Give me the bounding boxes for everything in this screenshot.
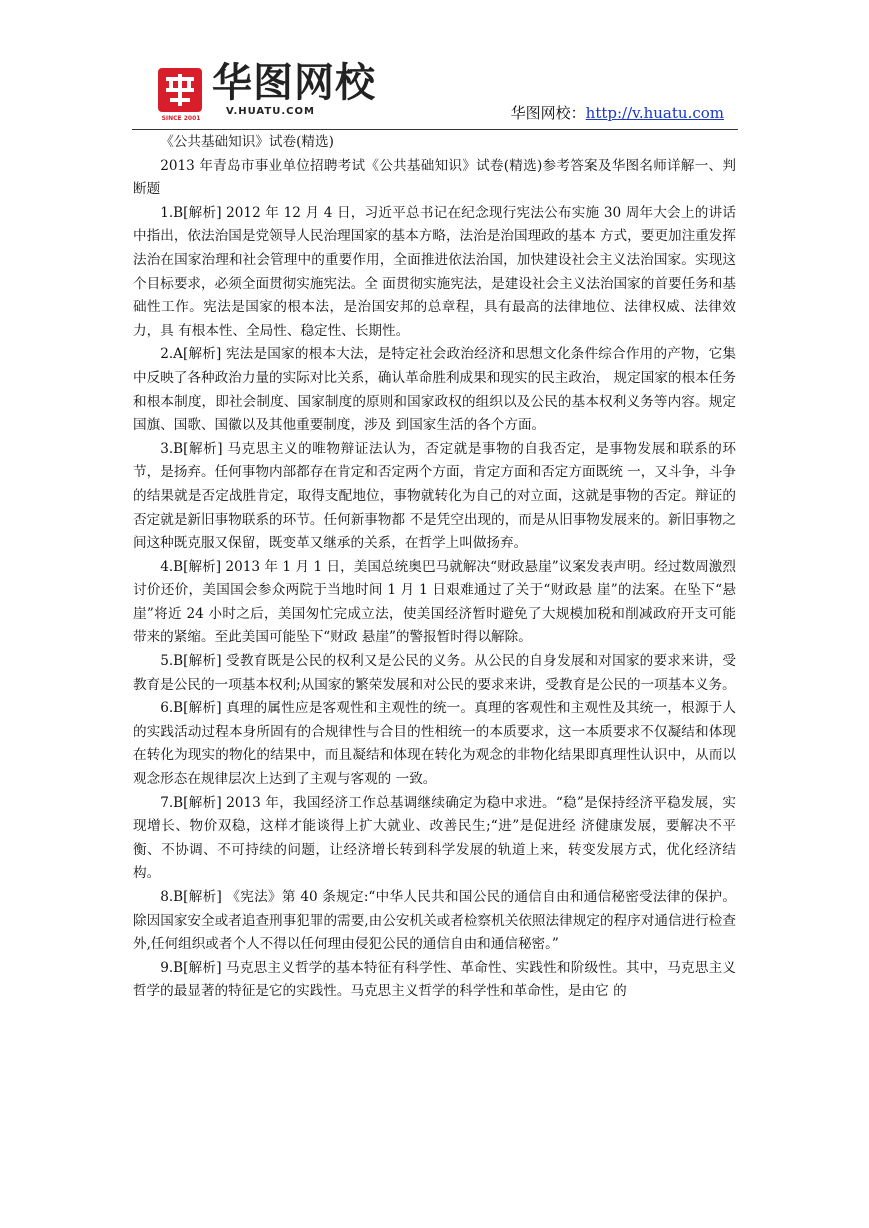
answer-item: 4.B[解析] 2013 年 1 月 1 日，美国总统奥巴马就解决“财政悬崖”议案发表声明。经过数周激烈讨价还价，美国国会参众两院于当地时间 1 月 1 日艰难通过了关于“财政悬 崖”的法案。在坠下“悬崖”将近 24 小时之后，美国匆忙完成立法，使美国经济暂时避免了大规模加税和削减政府开支可能带来的紧缩。至此美国可能坠下“财政 悬崖”的警报暂时得以解除。 bbox=[133, 558, 736, 646]
huatu-logo-icon bbox=[158, 68, 202, 112]
site-reference bbox=[511, 102, 724, 123]
answer-item: 9.B[解析] 马克思主义哲学的基本特征有科学性、革命性、实践性和阶级性。其中，马克思主义哲学的最显著的特征是它的实践性。马克思主义哲学的科学性和革命性，是由它 的 bbox=[133, 959, 736, 1000]
logo-url: V.HUATU.COM bbox=[226, 106, 315, 117]
answer-item: 2.A[解析] 宪法是国家的根本大法，是特定社会政治经济和思想文化条件综合作用的产物，它集中反映了各种政治力量的实际对比关系，确认革命胜利成果和现实的民主政治， 规定国家的根本任务和根本制度，即社会制度、国家制度的原则和国家政权的组织以及公民的基本权利义务等内容。规定国旗、国歌、国徽以及其他重要制度，涉及 到国家生活的各个方面。 bbox=[133, 346, 736, 434]
logo-since: SINCE 2001 bbox=[161, 115, 201, 122]
page-header bbox=[132, 56, 738, 130]
doc-title: 《公共基础知识》试卷(精选) bbox=[160, 134, 334, 150]
header-divider bbox=[132, 129, 738, 130]
answer-item: 5.B[解析] 受教育既是公民的权利又是公民的义务。从公民的自身发展和对国家的要求来讲，受教育是公民的一项基本权利;从国家的繁荣发展和对公民的要求来讲，受教育是公民的一项基本义务。 bbox=[133, 653, 736, 693]
document-body bbox=[133, 131, 736, 1004]
site-link[interactable]: http://v.huatu.com bbox=[585, 104, 724, 122]
site-label: 华图网校： bbox=[510, 104, 586, 122]
logo-wordmark: 华图网校 bbox=[212, 60, 376, 106]
answer-item: 7.B[解析] 2013 年，我国经济工作总基调继续确定为稳中求进。“稳”是保持经济平稳发展，实现增长、物价双稳，这样才能谈得上扩大就业、改善民生;“进”是促进经 济健康发展，要解决不平衡、不协调、不可持续的问题，让经济增长转到科学发展的轨道上来，转变发展方式，优化经济结构。 bbox=[133, 794, 736, 882]
answer-item: 6.B[解析] 真理的属性应是客观性和主观性的统一。真理的客观性和主观性及其统一，根源于人的实践活动过程本身所固有的合规律性与合目的性相统一的本质要求，这一本质要求不仅凝结和体现在转化为现实的物化的结果中，而且凝结和体现在转化为观念的非物化结果即真理性认识中，从而以观念形态在规律层次上达到了主观与客观的 一致。 bbox=[133, 700, 736, 788]
answer-item: 3.B[解析] 马克思主义的唯物辩证法认为，否定就是事物的自我否定，是事物发展和联系的环节，是扬弃。任何事物内部都存在肯定和否定两个方面，肯定方面和否定方面既统 一，又斗争，斗争的结果就是否定战胜肯定，取得支配地位，事物就转化为自己的对立面，这就是事物的否定。辩证的否定就是新旧事物联系的环节。任何新事物都 不是凭空出现的，而是从旧事物发展来的。新旧事物之间这种既克服又保留，既变革又继承的关系，在哲学上叫做扬弃。 bbox=[133, 440, 736, 552]
answer-item: 8.B[解析] 《宪法》第 40 条规定:“中华人民共和国公民的通信自由和通信秘密受法律的保护。除因国家安全或者追查刑事犯罪的需要,由公安机关或者检察机关依照法律规定的程序对通信进行检查外,任何组织或者个人不得以任何理由侵犯公民的通信自由和通信秘密。” bbox=[133, 889, 736, 953]
doc-subtitle: 2013 年青岛市事业单位招聘考试《公共基础知识》试卷(精选)参考答案及华图名师详解一、判断题 bbox=[133, 157, 736, 198]
answer-item: 1.B[解析] 2012 年 12 月 4 日，习近平总书记在纪念现行宪法公布实施 30 周年大会上的讲话中指出，依法治国是党领导人民治理国家的基本方略，法治是治国理政的基本 方式，要更加注重发挥法治在国家治理和社会管理中的重要作用，全面推进依法治国，加快建设社会主义法治国家。实现这个目标要求，必须全面贯彻实施宪法。全 面贯彻实施宪法，是建设社会主义法治国家的首要任务和基础性工作。宪法是国家的根本法，是治国安邦的总章程，具有最高的法律地位、法律权威、法律效力，具 有根本性、全局性、稳定性、长期性。 bbox=[133, 204, 736, 339]
